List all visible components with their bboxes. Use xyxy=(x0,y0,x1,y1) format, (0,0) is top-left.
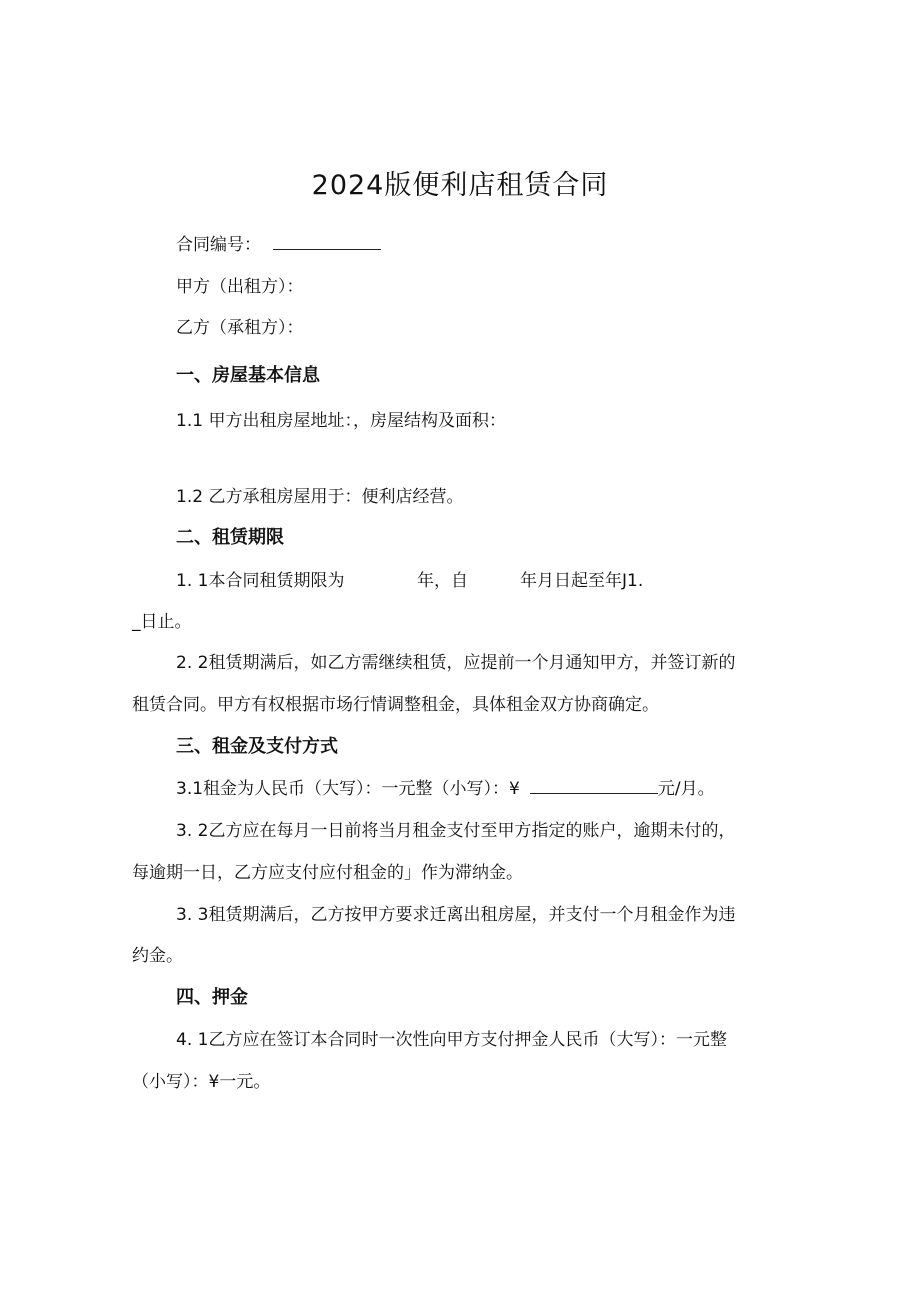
document-title: 2024版便利店租赁合同 xyxy=(311,170,609,201)
rent-amount-blank xyxy=(530,779,658,794)
clause-3-3-line-1: 3. 3租赁期满后，乙方按甲方要求迁离出租房屋，并支付一个月租金作为违 xyxy=(176,905,736,925)
contract-number-blank xyxy=(273,235,381,250)
clause-2-2-line-1: 2. 2租赁期满后，如乙方需继续租赁，应提前一个月通知甲方，并签订新的 xyxy=(176,653,736,673)
contract-number-label: 合同编号： xyxy=(176,235,261,255)
section-4-heading: 四、押金 xyxy=(176,987,248,1008)
contract-number-row xyxy=(176,234,381,256)
clause-3-1-part-a: 3.1租金为人民币（大写）：一元整（小写）：¥ xyxy=(176,779,520,799)
clause-1-2: 1.2 乙方承租房屋用于：便利店经营。 xyxy=(176,487,464,507)
clause-3-1-part-b: 元/月。 xyxy=(657,779,715,799)
clause-3-3-line-2: 约金。 xyxy=(132,946,183,966)
clause-2-1-part-d: _日止。 xyxy=(132,612,192,632)
clause-2-1-part-b: 年，自 xyxy=(417,571,468,591)
clause-3-2-line-1: 3. 2乙方应在每月一日前将当月租金支付至甲方指定的账户，逾期未付的， xyxy=(176,821,736,841)
section-2-heading: 二、租赁期限 xyxy=(176,527,284,548)
clause-4-1-line-1: 4. 1乙方应在签订本合同时一次性向甲方支付押金人民币（大写）：一元整 xyxy=(176,1030,727,1050)
clause-3-2-line-2: 每逾期一日，乙方应支付应付租金的」作为滞纳金。 xyxy=(132,863,523,883)
clause-4-1-line-2: （小写）：¥一元。 xyxy=(132,1072,271,1092)
clause-3-1-row xyxy=(176,778,715,800)
clause-2-1-part-a: 1. 1本合同租赁期限为 xyxy=(176,571,345,591)
section-3-heading: 三、租金及支付方式 xyxy=(176,736,338,757)
clause-2-1-part-c: 年月日起至年J1. xyxy=(520,571,644,591)
section-1-heading: 一、房屋基本信息 xyxy=(176,365,320,386)
party-a-label: 甲方（出租方）： xyxy=(176,277,304,297)
clause-2-2-line-2: 租赁合同。甲方有权根据市场行情调整租金，具体租金双方协商确定。 xyxy=(132,695,659,715)
clause-1-1: 1.1 甲方出租房屋地址：，房屋结构及面积： xyxy=(176,411,506,431)
party-b-label: 乙方（承租方）： xyxy=(176,318,304,338)
